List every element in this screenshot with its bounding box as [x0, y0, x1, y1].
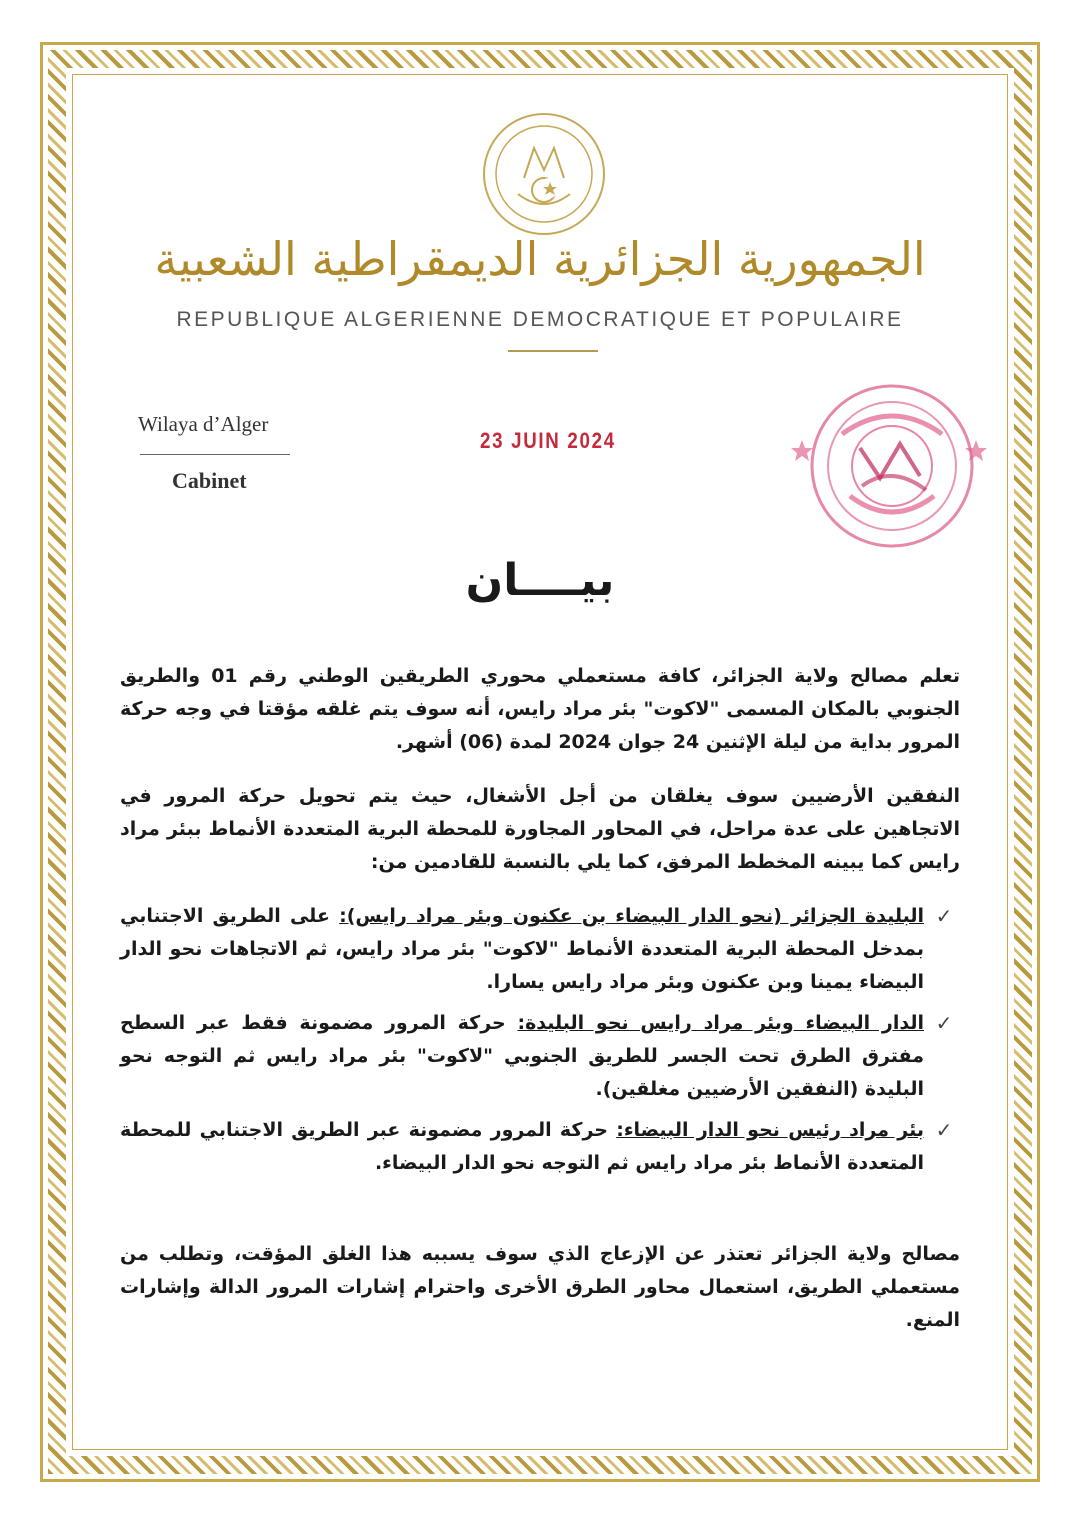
algeria-emblem-icon [478, 108, 610, 240]
check-icon: ✓ [935, 1118, 953, 1142]
list-item [120, 900, 960, 999]
closing-paragraph: مصالح ولاية الجزائر تعتذر عن الإزعاج الذي سوف يسببه هذا الغلق المؤقت، وتطلب من مستعملي الطريق، استعمال محاور الطرق الأخرى واحترام إشارات المرور الدالة وإشارات المنع. [120, 1243, 960, 1331]
list-item-text: حركة المرور مضمونة فقط عبر السطح مفترق الطرق تحت الجسر للطريق الجنوبي "لاكوت" بئر مراد رايس ثم التوجه نحو البليدة (النفقين الأرضيين مغلقين). [120, 1012, 924, 1100]
wilaya-label: Wilaya d’Alger [138, 412, 269, 436]
list-item-text: على الطريق الاجتنابي بمدخل المحطة البرية المتعددة الأنماط "لاكوت" بئر مراد رايس، ثم الاتجاهات نحو الدار البيضاء يمينا وبن عكنون وبئر مراد رايس يسارا. [120, 905, 924, 993]
list-item-text: حركة المرور مضمونة عبر الطريق الاجتنابي للمحطة المتعددة الأنماط بئر مراد رايس ثم التوجه نحو الدار البيضاء. [120, 1119, 924, 1174]
cabinet-label: Cabinet [172, 468, 247, 493]
official-stamp-icon [780, 378, 990, 558]
paragraph-announcement: تعلم مصالح ولاية الجزائر، كافة مستعملي محوري الطريقين الوطني رقم 01 والطريق الجنوبي بالمكان المسمى "لاكوت" بئر مراد رايس، أنه سوف يتم غلقه مؤقتا في وجه حركة المرور بداية من ليلة الإثنين 24 جوان 2024 لمدة (06) أشهر. [120, 665, 960, 753]
date-stamp: 23 JUIN 2024 [480, 428, 616, 453]
list-item-title: البليدة الجزائر (نحو الدار البيضاء بن عكنون وبئر مراد رايس): [339, 905, 924, 927]
detour-list [120, 900, 960, 1188]
paragraph-tunnels: النفقين الأرضيين سوف يغلقان من أجل الأشغال، حيث يتم تحويل حركة المرور في الاتجاهين على عدة مراحل، في المحاور المجاورة للمحطة البرية المتعددة الأنماط ببئر مراد رايس كما يبينه المخطط المرفق، كما يلي بالنسبة للقادمين من: [120, 785, 960, 873]
list-item-title: الدار البيضاء وبئر مراد رايس نحو البليدة: [517, 1012, 924, 1034]
statement-heading: بيــــان [465, 555, 615, 606]
republic-title-french: REPUBLIQUE ALGERIENNE DEMOCRATIQUE ET POPULAIRE [176, 308, 904, 331]
check-icon: ✓ [935, 904, 953, 928]
list-item-title: بئر مراد رئيس نحو الدار البيضاء: [616, 1119, 924, 1141]
republic-title-arabic: الجمهورية الجزائرية الديمقراطية الشعبية [154, 232, 926, 286]
title-divider [508, 350, 598, 352]
check-icon: ✓ [935, 1011, 953, 1035]
list-item [120, 1007, 960, 1106]
list-item [120, 1114, 960, 1180]
wilaya-underline [140, 454, 290, 455]
